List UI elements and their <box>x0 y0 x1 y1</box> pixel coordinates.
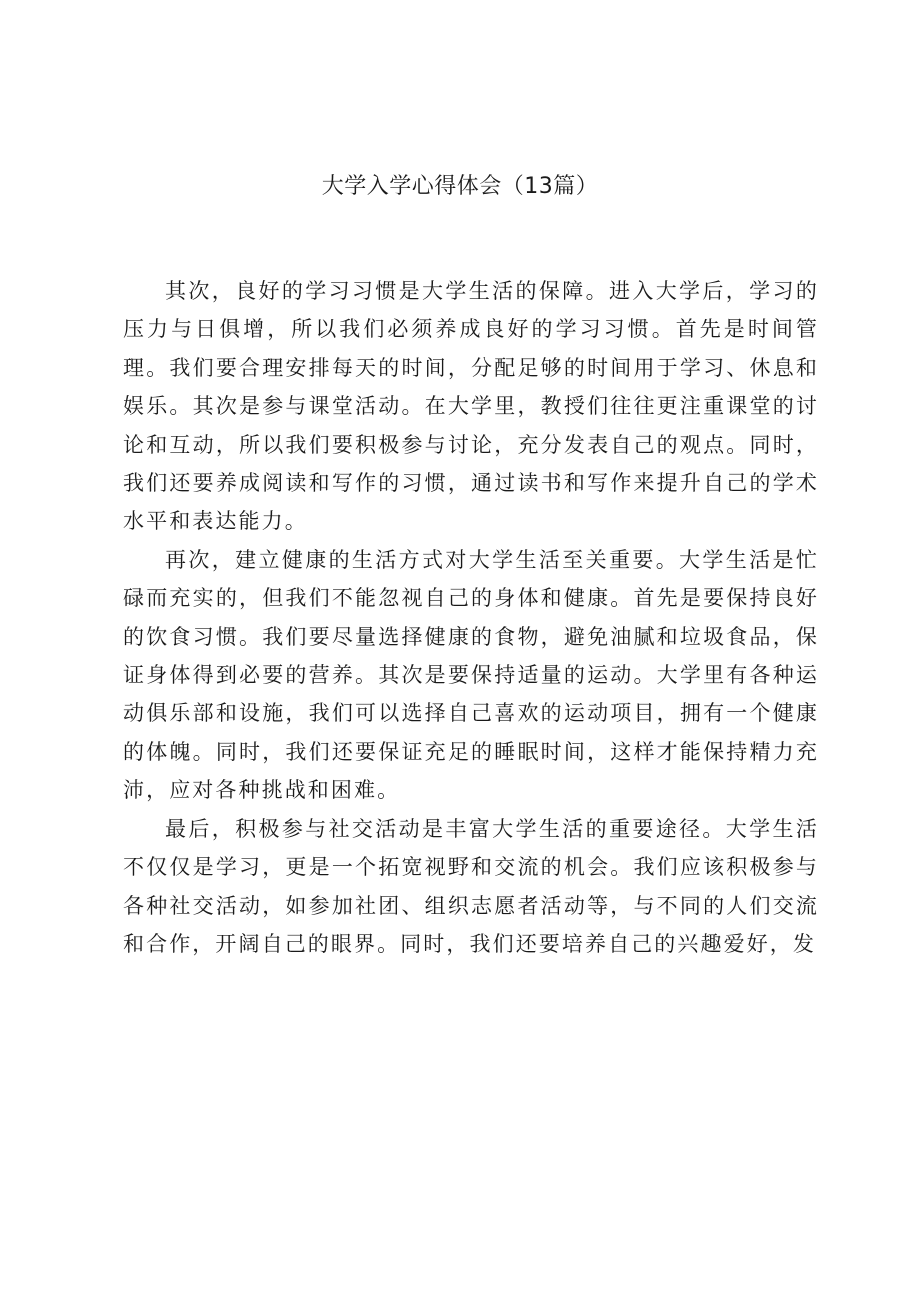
paragraph-study-habits: 其次，良好的学习习惯是大学生活的保障。进入大学后，学习的压力与日俱增，所以我们必须养成良好的学习习惯。首先是时间管理。我们要合理安排每天的时间，分配足够的时间用于学习、休息和娱乐。其次是参与课堂活动。在大学里，教授们往往更注重课堂的讨论和互动，所以我们要积极参与讨论，充分发表自己的观点。同时，我们还要养成阅读和写作的习惯，通过读书和写作来提升自己的学术水平和表达能力。 <box>123 279 819 534</box>
document-title: 大学入学心得体会（13篇） <box>321 174 599 199</box>
document-body <box>123 272 819 963</box>
paragraph-healthy-lifestyle: 再次，建立健康的生活方式对大学生活至关重要。大学生活是忙碌而充实的，但我们不能忽视自己的身体和健康。首先是要保持良好的饮食习惯。我们要尽量选择健康的食物，避免油腻和垃圾食品，保证身体得到必要的营养。其次是要保持适量的运动。大学里有各种运动俱乐部和设施，我们可以选择自己喜欢的运动项目，拥有一个健康的体魄。同时，我们还要保证充足的睡眠时间，这样才能保持精力充沛，应对各种挑战和困难。 <box>123 547 819 803</box>
paragraph-social-activities: 最后，积极参与社交活动是丰富大学生活的重要途径。大学生活不仅仅是学习，更是一个拓宽视野和交流的机会。我们应该积极参与各种社交活动，如参加社团、组织志愿者活动等，与不同的人们交流和合作，开阔自己的眼界。同时，我们还要培养自己的兴趣爱好，发 <box>123 816 819 956</box>
